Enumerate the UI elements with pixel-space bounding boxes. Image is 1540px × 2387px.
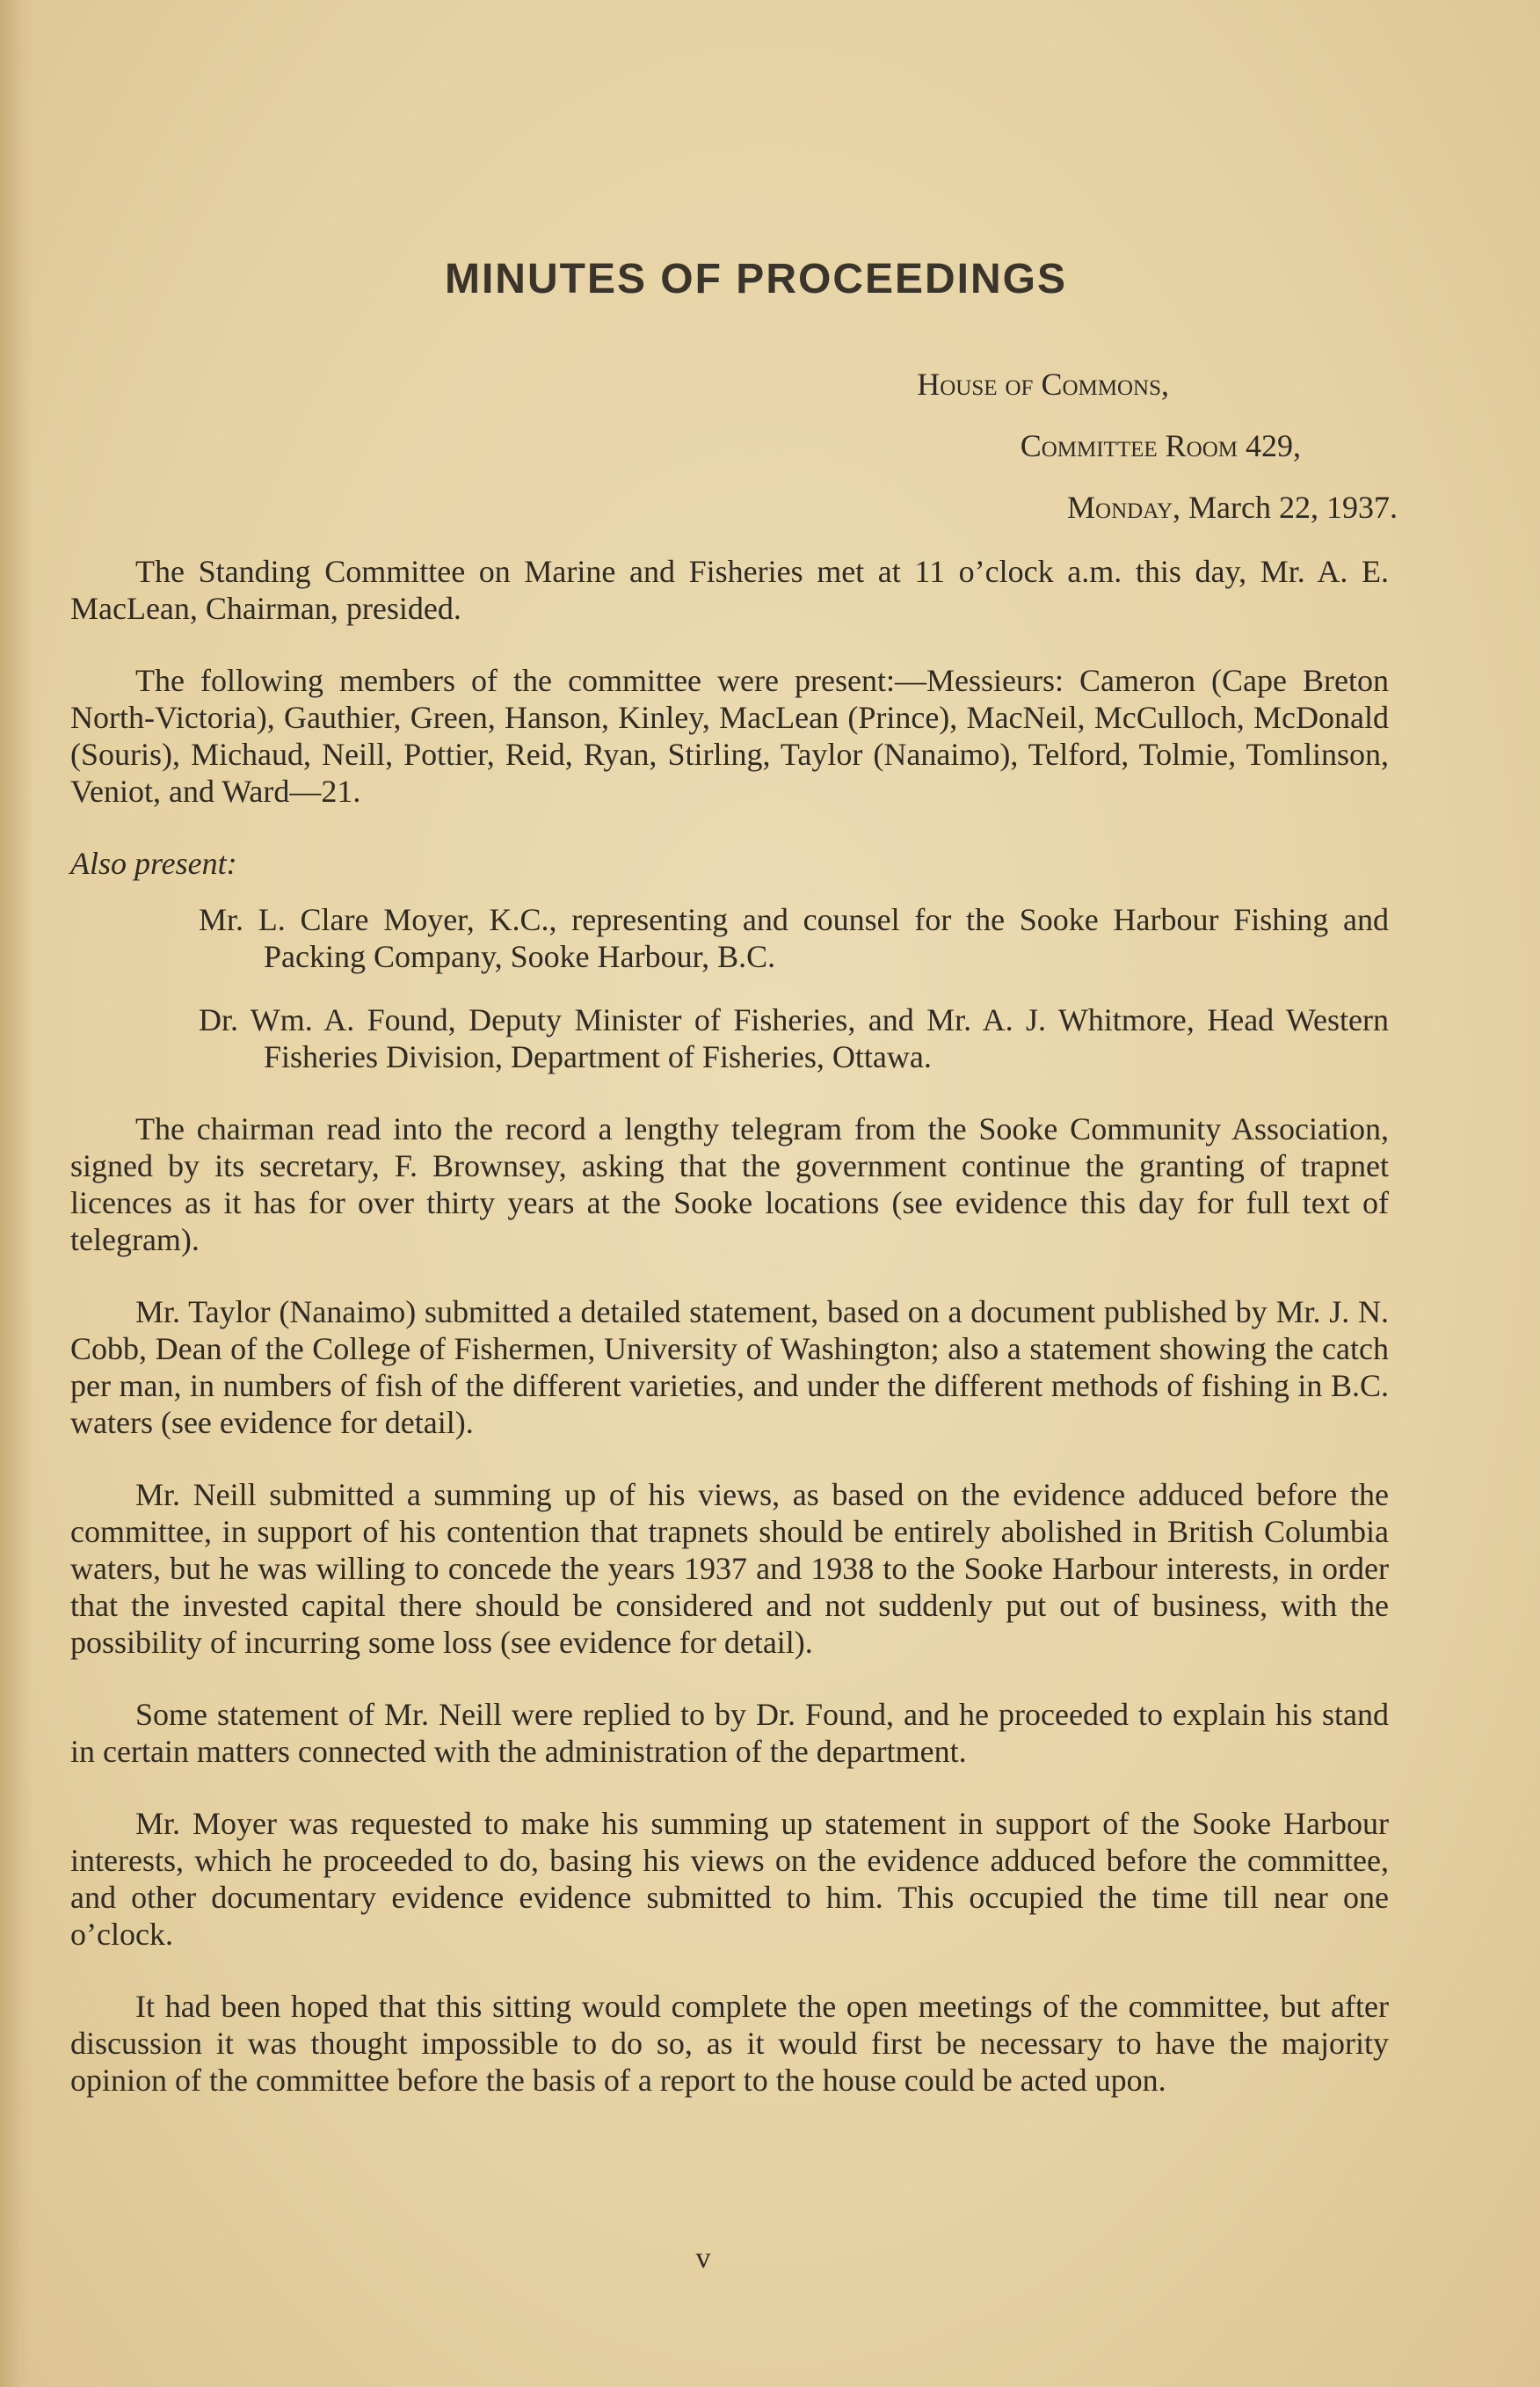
members-paragraph: The following members of the committee were present:—Messieurs: Cameron (Cape Breton North-Victoria), Gauthier, Green, Hanson, Kinley, MacLean (Prince), MacNeil, McCulloch, McDonald (Souris), Michaud, Neill, Pottier, Reid, Ryan, Stirling, Taylor (Nanaimo), Telford, Tolmie, Tomlinson, Veniot, and Ward—21.	[70, 663, 1389, 809]
present-entry-moyer: Mr. L. Clare Moyer, K.C., representing and counsel for the Sooke Harbour Fishing and Packing Company, Sooke Harbour, B.C.	[199, 902, 1389, 974]
address-block	[70, 365, 1398, 527]
address-date	[70, 488, 1398, 527]
document-content	[70, 255, 1398, 2134]
body-paragraph-neill: Mr. Neill submitted a summing up of his views, as based on the evidence adduced before the committee, in support of his contention that trapnets should be entirely abolished in British Columbia waters, but he was willing to concede the years 1937 and 1938 to the Sooke Harbour interests, in order that the invested capital there should be considered and not suddenly put out of business, with the possibility of incurring some loss (see evidence for detail).	[70, 1477, 1389, 1660]
opening-paragraph: The Standing Committee on Marine and Fisheries met at 11 o’clock a.m. this day, Mr. A. E. MacLean, Chairman, presided.	[70, 554, 1389, 626]
present-entry-found: Dr. Wm. A. Found, Deputy Minister of Fisheries, and Mr. A. J. Whitmore, Head Western Fisheries Division, Department of Fisheries, Ottawa.	[199, 1002, 1389, 1074]
body-paragraph-found: Some statement of Mr. Neill were replied to by Dr. Found, and he proceeded to explain his stand in certain matters connected with the administration of the department.	[70, 1697, 1389, 1769]
address-day: Monday,	[1067, 490, 1181, 525]
address-room: Committee Room 429,	[1020, 428, 1301, 463]
address-house: House of Commons,	[917, 367, 1169, 402]
body-paragraph-moyer: Mr. Moyer was requested to make his summing up statement in support of the Sooke Harbour interests, which he proceeded to do, basing his views on the evidence adduced before the committee, and other documentary evidence evidence submitted to him. This occupied the time till near one o’clock.	[70, 1806, 1389, 1952]
body-paragraph-telegram: The chairman read into the record a lengthy telegram from the Sooke Community Association, signed by its secretary, F. Brownsey, asking that the government continue the granting of trapnet licences as it has for over thirty years at the Sooke locations (see evidence this day for full text of telegram).	[70, 1111, 1389, 1257]
page-number: v	[695, 2242, 711, 2274]
page-binding-edge	[0, 0, 33, 2387]
body-paragraph-taylor: Mr. Taylor (Nanaimo) submitted a detailed statement, based on a document published by Mr. J. N. Cobb, Dean of the College of Fishermen, University of Washington; also a statement showing the catch per man, in numbers of fish of the different varieties, and under the different methods of fishing in B.C. waters (see evidence for detail).	[70, 1294, 1389, 1440]
also-present-heading: Also present:	[70, 846, 237, 881]
body-paragraph-conclusion: It had been hoped that this sitting would complete the open meetings of the committee, but after discussion it was thought impossible to do so, as it would first be necessary to have the majority opinion of the committee before the basis of a report to the house could be acted upon.	[70, 1989, 1389, 2098]
page-title: MINUTES OF PROCEEDINGS	[444, 256, 1068, 302]
address-date-text: March 22, 1937.	[1188, 490, 1398, 525]
